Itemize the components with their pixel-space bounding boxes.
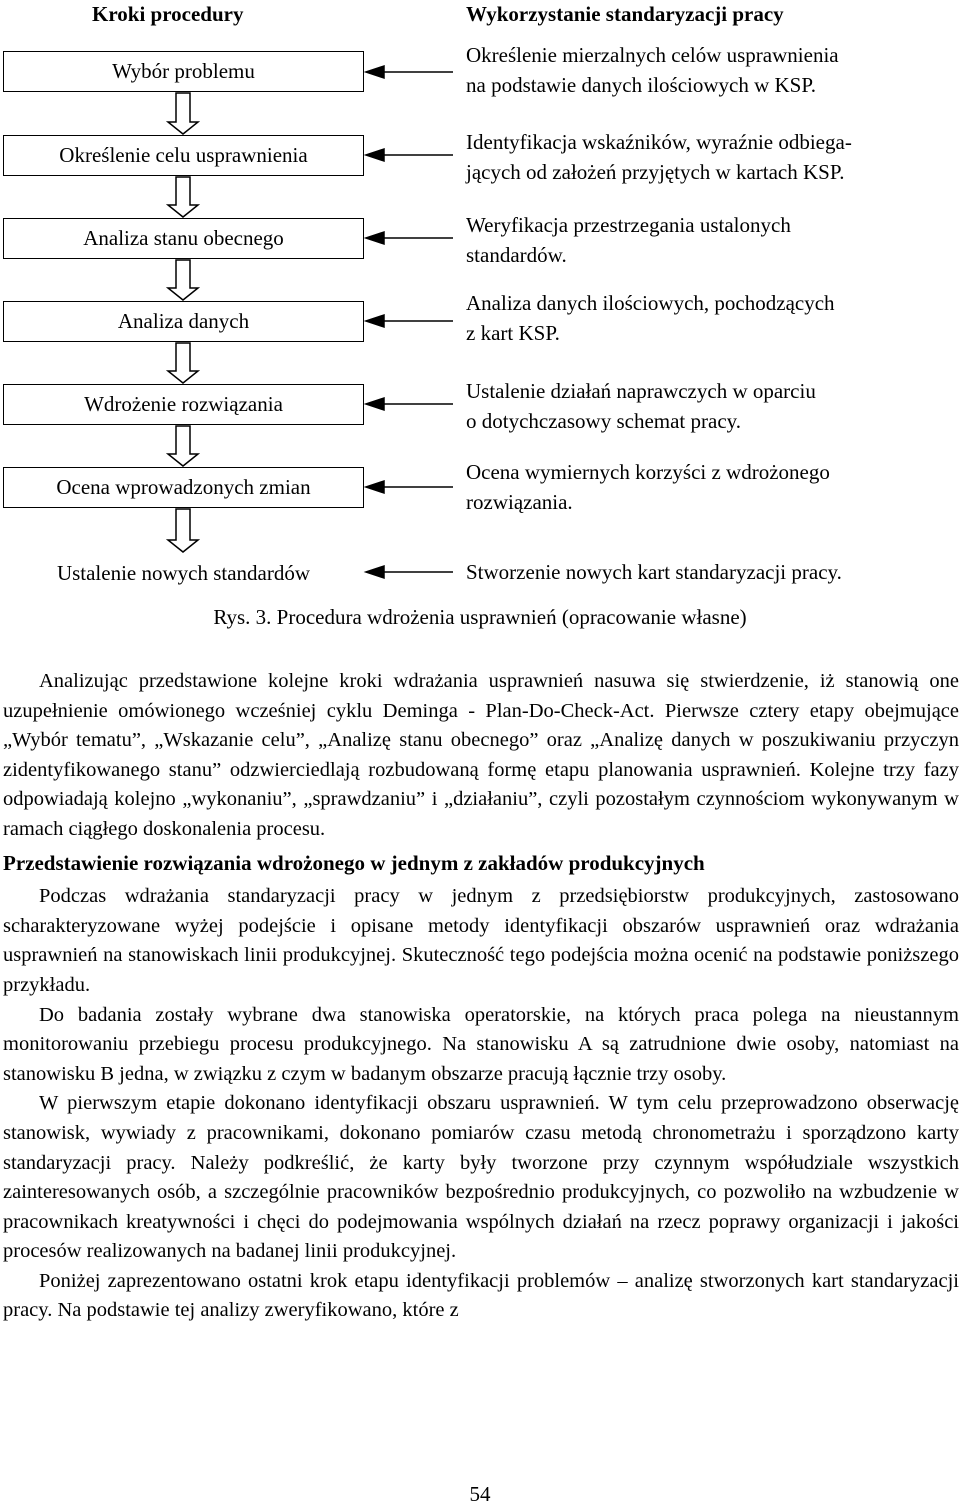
step-description-6-line-1: Ocena wymiernych korzyści z wdrożonego	[466, 460, 830, 484]
diagram-right-header: Wykorzystanie standaryzacji pracy	[466, 2, 784, 26]
step-description-7	[466, 557, 946, 587]
down-arrow-2	[168, 177, 198, 217]
down-arrow-6	[168, 509, 198, 552]
step-description-4-line-1: Analiza danych ilościowych, pochodzących	[466, 291, 835, 315]
left-arrow-head-6	[366, 481, 384, 493]
step-box-6: Ocena wprowadzonych zmian	[3, 467, 364, 508]
step-description-1	[466, 40, 946, 100]
paragraph-implementation: Podczas wdrażania standaryzacji pracy w jednym z przedsiębiorstw produkcyjnych, zastosowano scharakteryzowane wyżej podejście i opisane metody identyfikacji obszarów usprawnień oraz wdrażania usprawnień na stanowiskach linii produkcyjnej. Skuteczność tego podejścia można ocenić na podstawie poniższego przykładu.	[3, 885, 959, 996]
step-box-1: Wybór problemu	[3, 51, 364, 92]
paragraph-first-stage: W pierwszym etapie dokonano identyfikacji obszaru usprawnień. W tym celu przeprowadzono obserwację stanowisk, wywiady z pracownikami, dokonano pomiarów czasu metodą chronometrażu i sporządzono karty standaryzacji pracy. Należy podkreślić, że karty były tworzone przy czynnym współudziale wszystkich zainteresowanych osób, a szczególnie pracowników bezpośrednio produkcyjnych, co pozwoliło na wzbudzenie w pracownikach kreatywności i chęci do podejmowania wspólnych działań na rzecz poprawy organizacji i jakości procesów realizowanych na badanej linii produkcyjnej.	[3, 1092, 959, 1263]
step-description-3	[466, 210, 946, 270]
down-arrow-3	[168, 260, 198, 300]
step-description-1-line-1: Określenie mierzalnych celów usprawnienia	[466, 43, 839, 67]
left-arrow-head-3	[366, 232, 384, 244]
down-arrow-1	[168, 93, 198, 134]
step-description-3-line-1: Weryfikacja przestrzegania ustalonych	[466, 213, 791, 237]
step-description-5	[466, 376, 946, 436]
body-text	[3, 667, 959, 1326]
left-arrow-head-1	[366, 66, 384, 78]
left-arrow-head-4	[366, 315, 384, 327]
page-number: 54	[469, 1482, 491, 1506]
left-arrow-head-5	[366, 398, 384, 410]
step-box-3: Analiza stanu obecnego	[3, 218, 364, 259]
step-box-2: Określenie celu usprawnienia	[3, 135, 364, 176]
down-arrow-5	[168, 426, 198, 466]
down-arrow-4	[168, 343, 198, 383]
step-box-4: Analiza danych	[3, 301, 364, 342]
step-description-2-line-2: jących od założeń przyjętych w kartach KSP.	[466, 160, 845, 184]
left-arrow-head-2	[366, 149, 384, 161]
step-description-2	[466, 127, 946, 187]
paragraph-last-step: Poniżej zaprezentowano ostatni krok etapu identyfikacji problemów – analizę stworzonych kart standaryzacji pracy. Na podstawie tej analizy zweryfikowano, które z	[3, 1269, 959, 1322]
step-description-6-line-2: rozwiązania.	[466, 490, 573, 514]
step-description-6	[466, 457, 946, 517]
step-description-4	[466, 288, 946, 348]
paragraph-workstations: Do badania zostały wybrane dwa stanowiska operatorskie, na których praca polega na nieustannym monitorowaniu przebiegu procesu produkcyjnego. Na stanowisku A są zatrudnione dwie osoby, natomiast na stanowisku B jedna, w związku z czym w badanym obszarze pracują łącznie trzy osoby.	[3, 1003, 959, 1085]
step-description-5-line-1: Ustalenie działań naprawczych w oparciu	[466, 379, 816, 403]
step-description-3-line-2: standardów.	[466, 243, 567, 267]
figure-caption: Rys. 3. Procedura wdrożenia usprawnień (opracowanie własne)	[213, 605, 747, 629]
step-description-5-line-2: o dotychczasowy schemat pracy.	[466, 409, 742, 433]
step-box-5: Wdrożenie rozwiązania	[3, 384, 364, 425]
step-description-4-line-2: z kart KSP.	[466, 321, 560, 345]
step-description-2-line-1: Identyfikacja wskaźników, wyraźnie odbiega-	[466, 130, 852, 154]
paragraph-analysis: Analizując przedstawione kolejne kroki wdrażania usprawnień nasuwa się stwierdzenie, iż stanowią one uzupełnienie omówionego wcześniej cyklu Deminga - Plan-Do-Check-Act. Pierwsze cztery etapy obejmujące „Wybór tematu”, „Wskazanie celu”, „Analizę stanu obecnego” oraz „Analizę danych w poszukiwaniu przyczyn zidentyfikowanego stanu” odzwierciedlają rozbudowaną formę etapu planowania usprawnień. Kolejne trzy fazy odpowiadają kolejno „wykonaniu”, „sprawdzaniu” i „działaniu”, czyli pozostałym czynnościom wykonywanym w ramach ciągłego doskonalenia procesu.	[3, 670, 959, 840]
section-title: Przedstawienie rozwiązania wdrożonego w jednym z zakładów produkcyjnych	[3, 850, 705, 875]
step-description-7-line-1: Stworzenie nowych kart standaryzacji pracy.	[466, 560, 842, 584]
step-final: Ustalenie nowych standardów	[56, 560, 311, 585]
step-description-1-line-2: na podstawie danych ilościowych w KSP.	[466, 73, 816, 97]
diagram-left-header: Kroki procedury	[92, 2, 244, 26]
left-arrow-head-7	[366, 566, 384, 578]
